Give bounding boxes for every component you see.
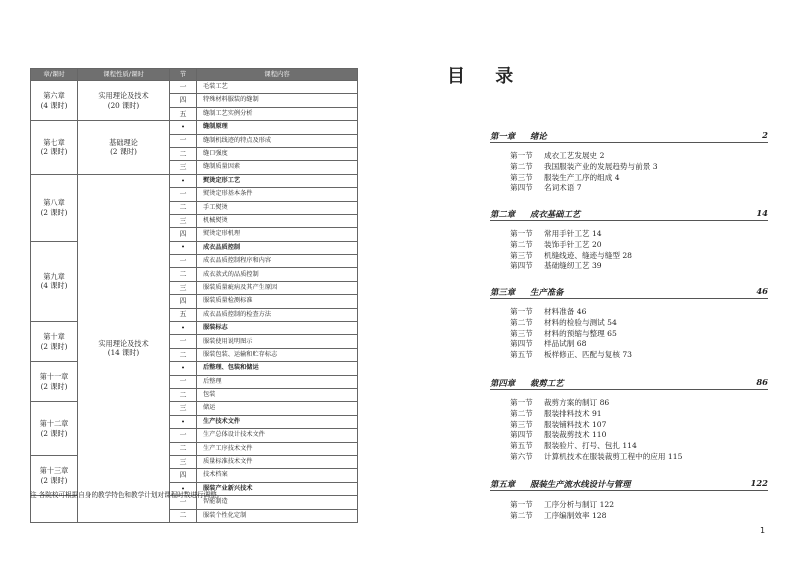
chapter-cell	[31, 241, 78, 321]
toc-rule	[490, 490, 768, 491]
section-cell: •	[170, 482, 197, 495]
course-type-cell	[78, 121, 170, 175]
content-cell: 后整理	[197, 375, 358, 388]
chapter-name: 第十章	[43, 331, 65, 341]
toc-section-number: 第一节	[510, 500, 533, 509]
chapter-hours: (2 课时)	[40, 207, 68, 217]
chapter-cell	[31, 322, 78, 362]
header-content: 课程内容	[197, 69, 358, 81]
course-type-cell	[78, 174, 170, 522]
toc-section-number: 第四节	[510, 261, 533, 271]
section-cell: 二	[170, 268, 197, 281]
toc-chapter-page: 122	[750, 478, 768, 488]
content-cell: 成衣品质控制的检查方法	[197, 308, 358, 321]
chapter-name: 第八章	[43, 197, 65, 207]
toc-section-number: 第六节	[510, 452, 533, 461]
content-cell: 服装使用说明图示	[197, 335, 358, 348]
toc-section-number: 第一节	[510, 229, 533, 238]
section-cell: •	[170, 322, 197, 335]
toc-section-number: 第二节	[510, 510, 533, 520]
section-cell: •	[170, 121, 197, 134]
chapter-name: 第十一章	[39, 372, 69, 382]
toc-section-title: 常用手针工艺 14	[544, 229, 602, 238]
toc-chapter-heading[interactable]	[490, 476, 768, 490]
toc-section-title: 装饰手针工艺 20	[544, 239, 602, 249]
header-section: 节	[170, 69, 197, 81]
table-header-row	[31, 69, 358, 81]
toc-section-title: 计算机技术在服装裁剪工程中的应用 115	[544, 452, 683, 461]
chapter-cell	[31, 362, 78, 402]
toc-chapter-number: 第三章	[490, 287, 516, 297]
table-row	[31, 174, 358, 187]
toc-section-title: 机缝线迹、缝迹与缝型 28	[544, 250, 633, 260]
toc-section-title: 工序分析与制订 122	[544, 500, 615, 509]
toc-section-title: 成衣工艺发展史 2	[544, 151, 605, 160]
toc-chapter-heading[interactable]	[490, 284, 768, 298]
content-cell: 特殊材料服装的缝制	[197, 94, 358, 107]
toc-entry[interactable]	[510, 419, 606, 430]
section-cell: 一	[170, 429, 197, 442]
toc-section-title: 样品试制 68	[544, 339, 587, 349]
course-type-name: 基础理论	[109, 137, 138, 147]
toc-entry[interactable]	[510, 328, 617, 339]
toc-section-title: 服装铺料技术 107	[544, 419, 607, 429]
content-cell: 生产总体设计技术文件	[197, 429, 358, 442]
toc-entry[interactable]	[510, 338, 586, 349]
toc-entry[interactable]	[510, 510, 606, 521]
section-cell: •	[170, 174, 197, 187]
section-cell: 二	[170, 388, 197, 401]
section-cell: 一	[170, 496, 197, 509]
table-row	[31, 81, 358, 94]
toc-chapter-number: 第一章	[490, 131, 516, 141]
chapter-cell	[31, 174, 78, 241]
content-cell: 后整理、包装和储运	[197, 362, 358, 375]
chapter-hours: (4 课时)	[40, 100, 68, 110]
content-cell: 技术档案	[197, 469, 358, 482]
curriculum-table	[30, 68, 358, 523]
section-cell: 一	[170, 255, 197, 268]
toc-entry[interactable]	[510, 260, 602, 271]
content-cell: 智能制造	[197, 496, 358, 509]
toc-chapter-number: 第五章	[490, 479, 516, 489]
content-cell: 服装个性化定制	[197, 509, 358, 522]
content-cell: 生产技术文件	[197, 415, 358, 428]
toc-entry[interactable]	[510, 429, 606, 440]
content-cell: 手工熨烫	[197, 201, 358, 214]
toc-rule	[490, 298, 768, 299]
toc-chapter-heading[interactable]	[490, 375, 768, 389]
content-cell: 质量标准技术文件	[197, 455, 358, 468]
content-cell: 缝制机线迹的特点及形成	[197, 134, 358, 147]
header-course-type: 课程性质/课时	[78, 69, 170, 81]
section-cell: 四	[170, 228, 197, 241]
section-cell: 一	[170, 188, 197, 201]
toc-section-number: 第一节	[510, 307, 533, 316]
toc-section-title: 材料准备 46	[544, 307, 587, 316]
content-cell: 服装产业新兴技术	[197, 482, 358, 495]
chapter-hours: (2 课时)	[40, 428, 68, 438]
toc-chapter-number: 第二章	[490, 209, 516, 219]
content-cell: 毛装工艺	[197, 81, 358, 94]
toc-section-number: 第三节	[510, 419, 533, 429]
toc-chapter-page: 86	[756, 377, 768, 387]
page-number: 1	[760, 526, 766, 535]
toc-chapter-page: 14	[756, 208, 768, 218]
toc-chapter-title: 服装生产流水线设计与管理	[530, 479, 631, 489]
toc-entry[interactable]	[510, 250, 632, 261]
toc-entry[interactable]	[510, 239, 602, 250]
section-cell: 二	[170, 509, 197, 522]
toc-chapter-title: 裁剪工艺	[530, 378, 564, 388]
toc-section-title: 服装生产工序的组成 4	[544, 172, 620, 182]
toc-section-title: 裁剪方案的制订 86	[544, 398, 610, 407]
toc-section-title: 服装排料技术 91	[544, 408, 602, 418]
toc-chapter-heading[interactable]	[490, 206, 768, 220]
toc-entry[interactable]	[510, 161, 658, 172]
toc-section-title: 工序编制效率 128	[544, 510, 607, 520]
toc-entry[interactable]	[510, 182, 582, 193]
content-cell: 服装包装、运输和贮存标志	[197, 348, 358, 361]
course-type-hours: (2 课时)	[110, 147, 137, 157]
section-cell: •	[170, 362, 197, 375]
section-cell: 二	[170, 147, 197, 160]
section-cell: 一	[170, 375, 197, 388]
toc-entry[interactable]	[510, 172, 620, 183]
toc-chapter-number: 第四章	[490, 378, 516, 388]
content-cell: 熨烫定形基本条件	[197, 188, 358, 201]
section-cell: 四	[170, 469, 197, 482]
section-cell: 三	[170, 214, 197, 227]
toc-chapter-page: 2	[762, 130, 768, 140]
toc-entry[interactable]	[510, 317, 617, 328]
toc-chapter-heading[interactable]	[490, 128, 768, 142]
toc-entry[interactable]	[510, 451, 682, 462]
course-type-cell	[78, 81, 170, 121]
toc-section-title: 我国服装产业的发展趋势与前景 3	[544, 161, 658, 171]
section-cell: •	[170, 415, 197, 428]
course-type-hours: (14 课时)	[107, 348, 140, 358]
toc-entry[interactable]	[510, 306, 586, 317]
content-cell: 缝制原理	[197, 121, 358, 134]
chapter-hours: (2 课时)	[40, 147, 68, 157]
toc-section-number: 第五节	[510, 350, 533, 360]
toc-section-number: 第一节	[510, 151, 533, 160]
content-cell: 缝制质量因素	[197, 161, 358, 174]
chapter-hours: (2 课时)	[40, 341, 68, 351]
section-cell: 一	[170, 335, 197, 348]
section-cell: 四	[170, 295, 197, 308]
toc-entry[interactable]	[510, 397, 609, 408]
chapter-name: 第十三章	[39, 465, 69, 475]
chapter-cell	[31, 496, 78, 523]
content-cell: 成衣品质控制	[197, 241, 358, 254]
chapter-cell	[31, 121, 78, 175]
chapter-hours: (2 课时)	[40, 475, 68, 485]
content-cell: 缝制工艺实例分析	[197, 107, 358, 120]
section-cell: 三	[170, 455, 197, 468]
chapter-hours: (2 课时)	[40, 381, 68, 391]
toc-chapter-title: 成衣基础工艺	[530, 209, 581, 219]
toc-section-number: 第四节	[510, 183, 533, 193]
section-cell: 四	[170, 94, 197, 107]
table-row	[31, 121, 358, 134]
section-cell: •	[170, 241, 197, 254]
content-cell: 生产工序技术文件	[197, 442, 358, 455]
toc-section-number: 第一节	[510, 398, 533, 407]
section-cell: 三	[170, 402, 197, 415]
content-cell: 成衣品质控制程序和内容	[197, 255, 358, 268]
chapter-cell	[31, 81, 78, 121]
toc-section-title: 材料的预缩与整理 65	[544, 328, 617, 338]
toc-section-number: 第三节	[510, 328, 533, 338]
content-cell: 缝口强度	[197, 147, 358, 160]
chapter-name: 第九章	[43, 271, 65, 281]
toc-section-number: 第五节	[510, 441, 533, 451]
toc-section-number: 第二节	[510, 317, 533, 327]
content-cell: 服装质量检测标准	[197, 295, 358, 308]
toc-chapter-title: 生产准备	[530, 287, 564, 297]
toc-section-number: 第二节	[510, 239, 533, 249]
content-cell: 包装	[197, 388, 358, 401]
toc-entry[interactable]	[510, 499, 614, 510]
toc-chapter-title: 绪论	[530, 131, 547, 141]
content-cell: 机械熨烫	[197, 214, 358, 227]
toc-rule	[490, 220, 768, 221]
toc-entry[interactable]	[510, 349, 632, 360]
toc-entry[interactable]	[510, 408, 602, 419]
content-cell: 服装标志	[197, 322, 358, 335]
course-type-name: 实用理论及技术	[98, 338, 149, 348]
chapter-name: 第十二章	[39, 418, 69, 428]
toc-section-number: 第三节	[510, 250, 533, 260]
toc-section-title: 服装裁剪技术 110	[544, 430, 607, 440]
content-cell: 服装质量疵病及其产生原因	[197, 281, 358, 294]
section-cell: 二	[170, 442, 197, 455]
toc-section-title: 基础缝纫工艺 39	[544, 261, 602, 271]
section-cell: 一	[170, 134, 197, 147]
toc-rule	[490, 389, 768, 390]
section-cell: 五	[170, 308, 197, 321]
toc-section-title: 材料的检验与测试 54	[544, 317, 617, 327]
chapter-cell	[31, 402, 78, 456]
table-note: 注 各院校可根据自身的教学特色和教学计划对课程时数进行调整。	[30, 491, 224, 499]
toc-title: 目 录	[447, 66, 526, 87]
section-cell: 二	[170, 348, 197, 361]
toc-entry[interactable]	[510, 228, 602, 239]
toc-section-number: 第四节	[510, 339, 533, 349]
content-cell: 储运	[197, 402, 358, 415]
chapter-hours: (4 课时)	[40, 281, 68, 291]
toc-section-title: 板样修正、匹配与复核 73	[544, 350, 633, 360]
toc-rule	[490, 142, 768, 143]
chapter-name: 第六章	[43, 90, 65, 100]
toc-entry[interactable]	[510, 150, 604, 161]
toc-entry[interactable]	[510, 440, 637, 451]
chapter-name: 第七章	[43, 137, 65, 147]
toc-chapter-page: 46	[756, 286, 768, 296]
toc-section-number: 第二节	[510, 408, 533, 418]
section-cell: 三	[170, 281, 197, 294]
course-type-hours: (20 课时)	[107, 100, 140, 110]
header-chapter-hours: 章/课时	[31, 69, 78, 81]
toc-section-number: 第二节	[510, 161, 533, 171]
section-cell: 五	[170, 107, 197, 120]
content-cell: 熨烫定形机理	[197, 228, 358, 241]
content-cell: 成衣款式的品质控制	[197, 268, 358, 281]
toc-section-number: 第四节	[510, 430, 533, 440]
toc-section-title: 名词术语 7	[544, 183, 582, 193]
course-type-name: 实用理论及技术	[98, 90, 149, 100]
table-body	[31, 81, 358, 523]
content-cell: 熨烫定形工艺	[197, 174, 358, 187]
toc-section-number: 第三节	[510, 172, 533, 182]
section-cell: 一	[170, 81, 197, 94]
section-cell: 二	[170, 201, 197, 214]
toc-section-title: 服装验片、打号、包扎 114	[544, 441, 637, 451]
section-cell: 三	[170, 161, 197, 174]
